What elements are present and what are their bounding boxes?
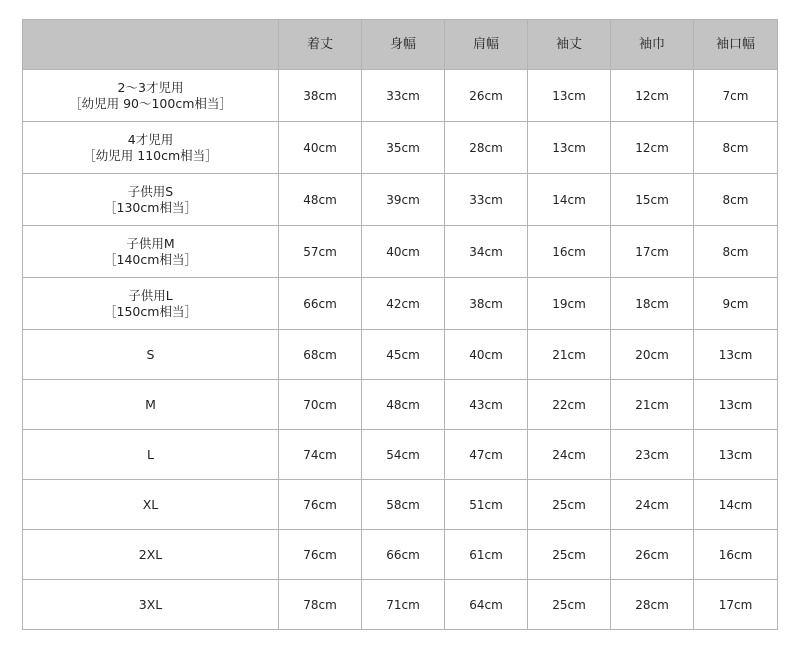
sleeve-width-cell: 20cm [611,330,694,380]
table-row [23,330,778,380]
shoulder-width-cell: 43cm [445,380,528,430]
body-width-cell: 71cm [362,580,445,630]
size-equivalent: ［幼児用 110cm相当］ [83,147,218,163]
sleeve-length-cell: 25cm [528,580,611,630]
sleeve-width-cell: 17cm [611,226,694,278]
cuff-width-cell: 14cm [694,480,778,530]
table-row [23,278,778,330]
shoulder-width-cell: 34cm [445,226,528,278]
cuff-width-cell: 13cm [694,430,778,480]
length-cell: 76cm [279,530,362,580]
length-cell: 66cm [279,278,362,330]
body-width-cell: 54cm [362,430,445,480]
header-corner [23,20,279,70]
body-width-cell: 45cm [362,330,445,380]
sleeve-width-cell: 21cm [611,380,694,430]
cuff-width-cell: 8cm [694,226,778,278]
length-cell: 74cm [279,430,362,480]
table-row [23,174,778,226]
size-equivalent: ［140cm相当］ [104,251,197,267]
table-row [23,380,778,430]
header-cuff-width: 袖口幅 [694,20,778,70]
table-row [23,122,778,174]
shoulder-width-cell: 61cm [445,530,528,580]
size-name: 2〜3才児用 [117,79,184,95]
sleeve-length-cell: 13cm [528,70,611,122]
shoulder-width-cell: 28cm [445,122,528,174]
size-label: M [23,380,279,430]
shoulder-width-cell: 47cm [445,430,528,480]
shoulder-width-cell: 26cm [445,70,528,122]
size-name: 子供用S [127,183,174,199]
table-row [23,226,778,278]
table-row [23,430,778,480]
size-name: 子供用L [128,287,173,303]
body-width-cell: 33cm [362,70,445,122]
length-cell: 68cm [279,330,362,380]
sleeve-length-cell: 21cm [528,330,611,380]
sleeve-length-cell: 22cm [528,380,611,430]
length-cell: 40cm [279,122,362,174]
cuff-width-cell: 9cm [694,278,778,330]
size-label [23,174,279,226]
cuff-width-cell: 17cm [694,580,778,630]
table-row [23,70,778,122]
body-width-cell: 48cm [362,380,445,430]
body-width-cell: 66cm [362,530,445,580]
sleeve-width-cell: 12cm [611,70,694,122]
sleeve-length-cell: 25cm [528,480,611,530]
length-cell: 78cm [279,580,362,630]
table-row [23,530,778,580]
sleeve-width-cell: 12cm [611,122,694,174]
header-sleeve-length: 袖丈 [528,20,611,70]
shoulder-width-cell: 33cm [445,174,528,226]
header-shoulder-width: 肩幅 [445,20,528,70]
sleeve-width-cell: 24cm [611,480,694,530]
cuff-width-cell: 8cm [694,122,778,174]
body-width-cell: 40cm [362,226,445,278]
sleeve-length-cell: 16cm [528,226,611,278]
cuff-width-cell: 16cm [694,530,778,580]
sleeve-width-cell: 18cm [611,278,694,330]
header-length: 着丈 [279,20,362,70]
body-width-cell: 58cm [362,480,445,530]
table-row [23,580,778,630]
length-cell: 57cm [279,226,362,278]
table-row [23,480,778,530]
sleeve-width-cell: 15cm [611,174,694,226]
body-width-cell: 42cm [362,278,445,330]
cuff-width-cell: 8cm [694,174,778,226]
length-cell: 76cm [279,480,362,530]
shoulder-width-cell: 40cm [445,330,528,380]
header-sleeve-width: 袖巾 [611,20,694,70]
sleeve-length-cell: 19cm [528,278,611,330]
size-label: 3XL [23,580,279,630]
size-label [23,226,279,278]
sleeve-width-cell: 28cm [611,580,694,630]
length-cell: 70cm [279,380,362,430]
sleeve-length-cell: 25cm [528,530,611,580]
size-label [23,122,279,174]
shoulder-width-cell: 64cm [445,580,528,630]
size-name: 子供用M [126,235,175,251]
size-equivalent: ［130cm相当］ [104,199,197,215]
size-chart-table [22,19,778,630]
size-equivalent: ［150cm相当］ [104,303,197,319]
sleeve-width-cell: 23cm [611,430,694,480]
length-cell: 38cm [279,70,362,122]
size-name: 4才児用 [127,131,174,147]
sleeve-length-cell: 24cm [528,430,611,480]
shoulder-width-cell: 38cm [445,278,528,330]
cuff-width-cell: 13cm [694,380,778,430]
sleeve-length-cell: 13cm [528,122,611,174]
sleeve-length-cell: 14cm [528,174,611,226]
header-body-width: 身幅 [362,20,445,70]
body-width-cell: 39cm [362,174,445,226]
cuff-width-cell: 13cm [694,330,778,380]
header-row [23,20,778,70]
size-label [23,278,279,330]
size-label: S [23,330,279,380]
body-width-cell: 35cm [362,122,445,174]
cuff-width-cell: 7cm [694,70,778,122]
sleeve-width-cell: 26cm [611,530,694,580]
size-label: L [23,430,279,480]
size-label: XL [23,480,279,530]
shoulder-width-cell: 51cm [445,480,528,530]
size-label: 2XL [23,530,279,580]
size-equivalent: ［幼児用 90〜100cm相当］ [69,95,232,111]
length-cell: 48cm [279,174,362,226]
size-label [23,70,279,122]
